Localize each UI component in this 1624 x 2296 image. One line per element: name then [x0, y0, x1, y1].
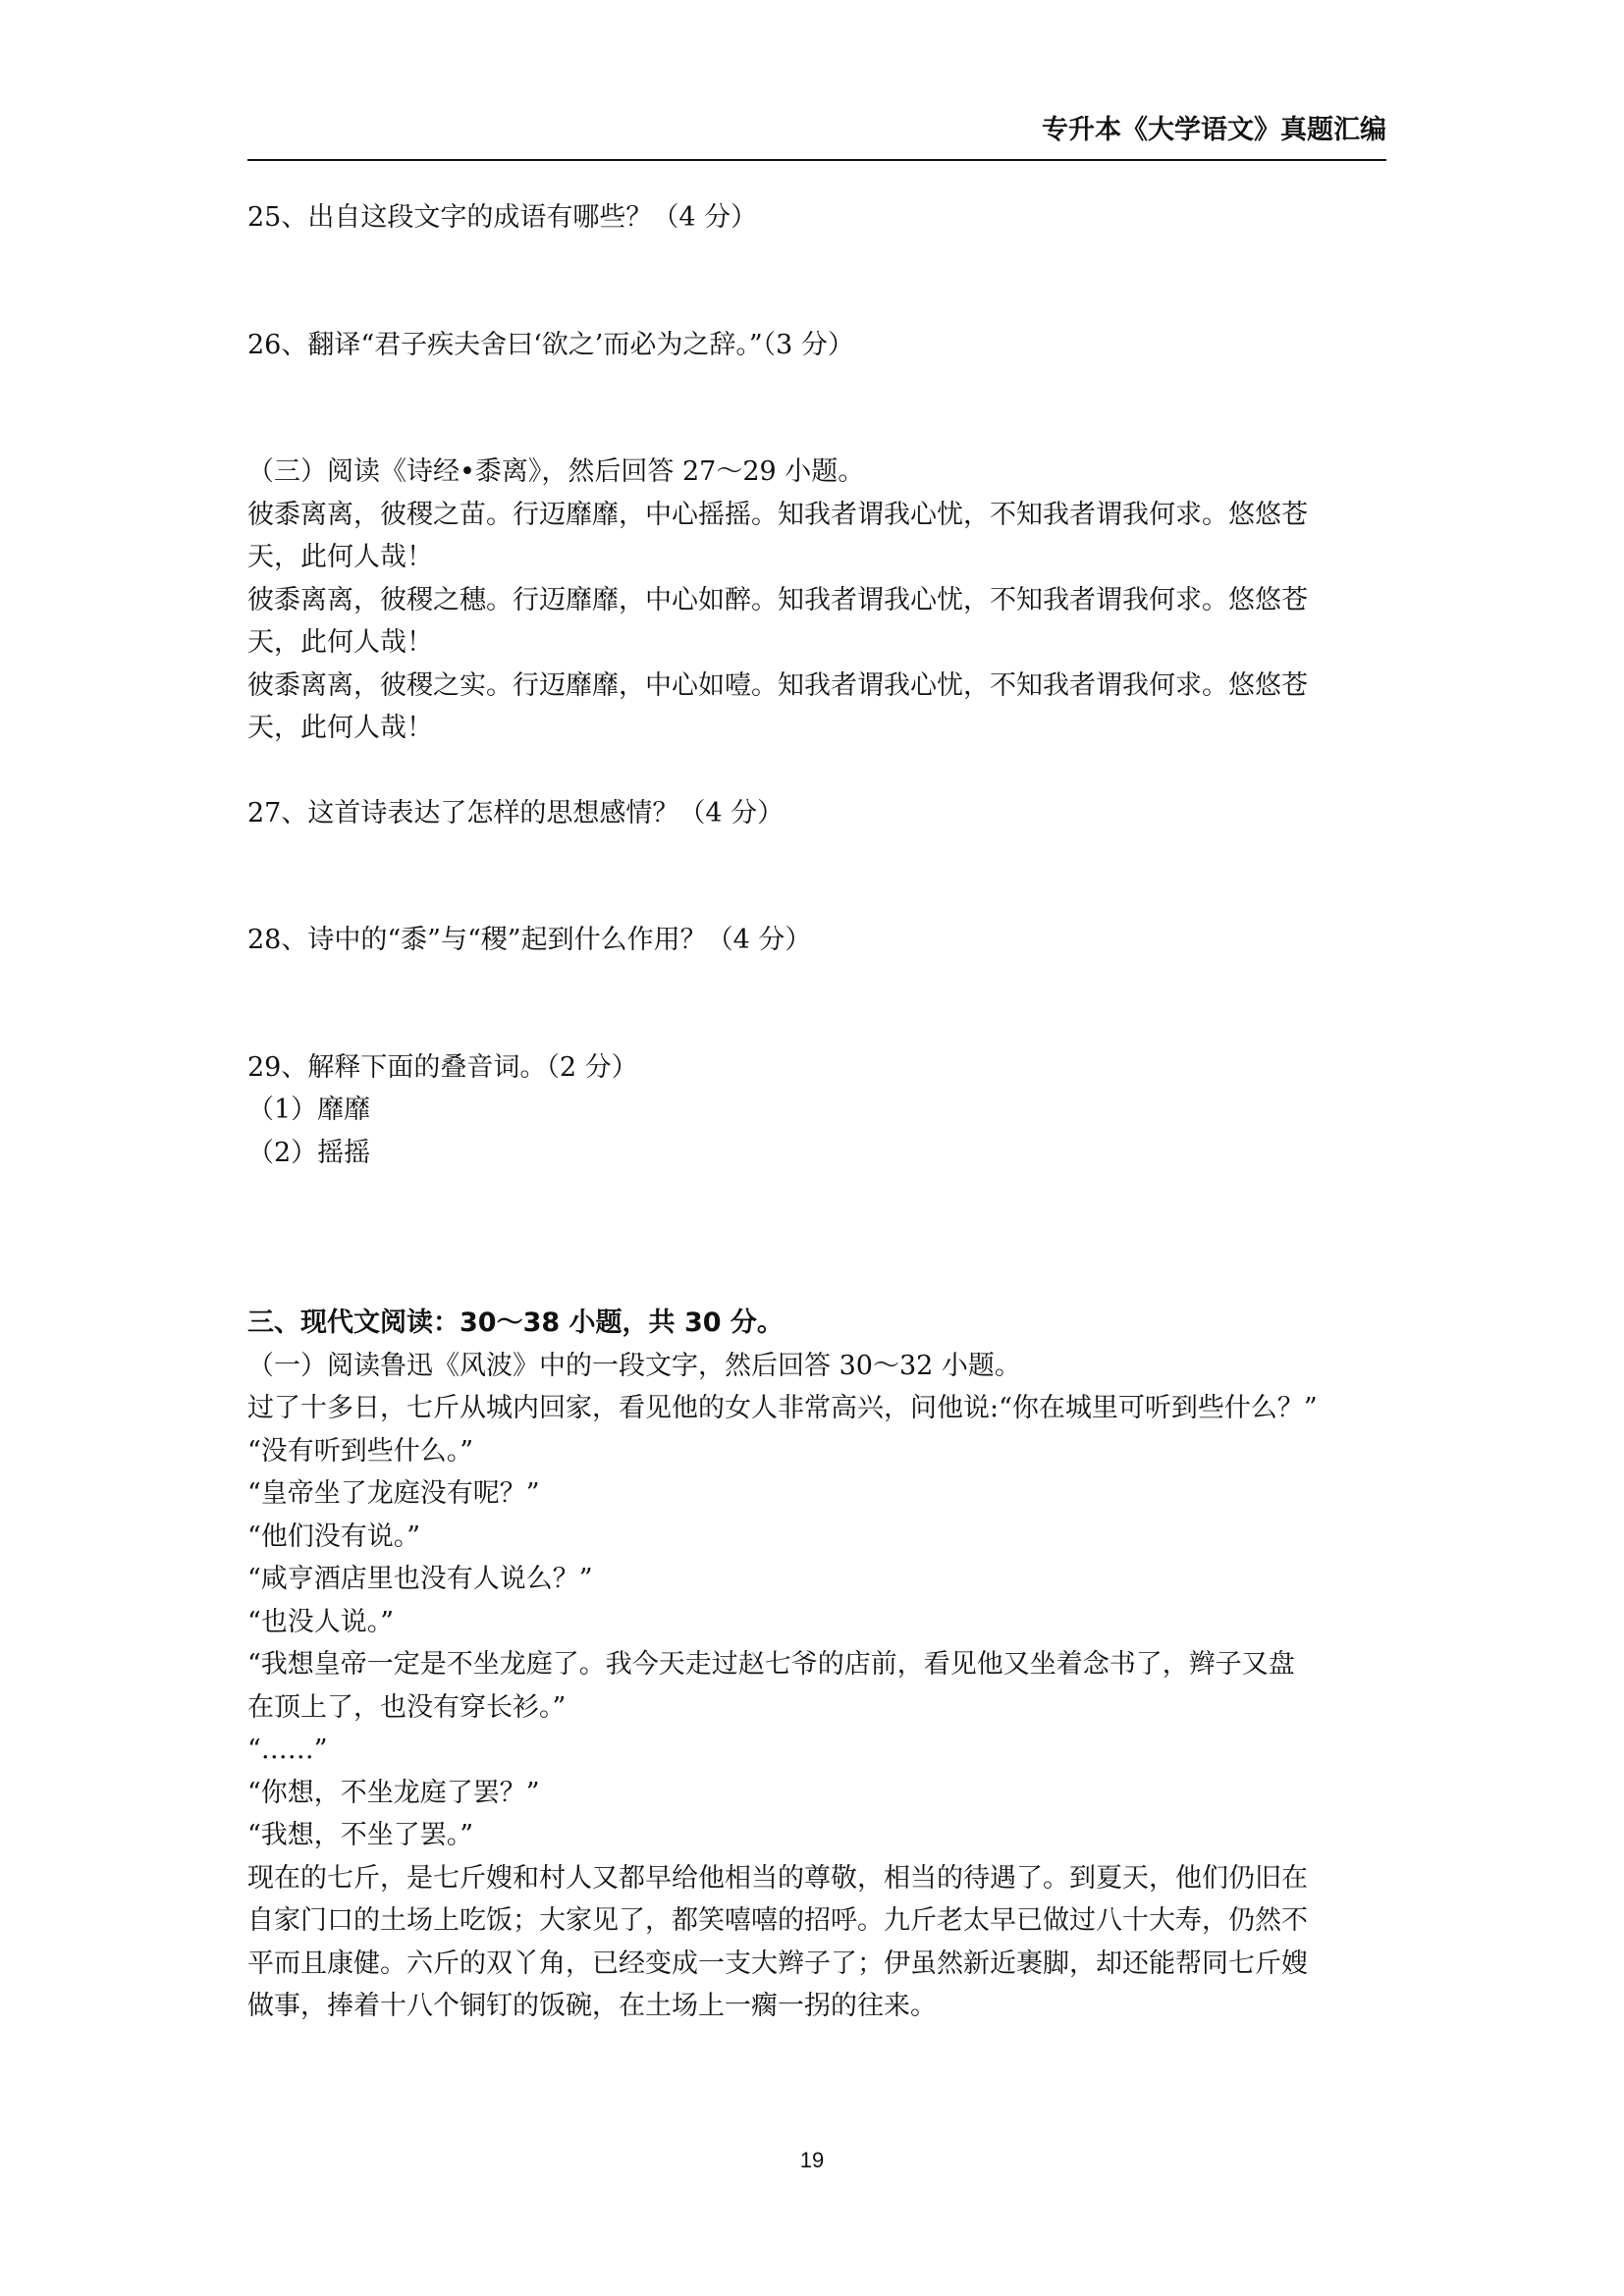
- poem-line: 天，此何人哉！: [247, 713, 433, 743]
- passage-line: “我想，不坐了罢。”: [247, 1820, 474, 1850]
- poem-text: [247, 494, 1388, 750]
- passage-line: 自家门口的土场上吃饭；大家见了，都笑嘻嘻的招呼。九斤老太早已做过八十大寿，仍然不: [247, 1905, 1308, 1936]
- passage-line: 现在的七斤，是七斤嫂和村人又都早给他相当的尊敬，相当的待遇了。到夏天，他们仍旧在: [247, 1862, 1308, 1894]
- question-26: 26、翻译“君子疾夫舍曰‘欲之’而必为之辞。”（3 分）: [247, 329, 854, 360]
- passage-line: “你想，不坐龙庭了罢？”: [247, 1777, 540, 1808]
- poem-line: 天，此何人哉！: [247, 542, 433, 572]
- question-29-item: （1）靡靡: [247, 1095, 371, 1125]
- page-content: [247, 196, 1388, 2028]
- passage-line: “也没人说。”: [247, 1606, 395, 1637]
- poem-line: 彼黍离离，彼稷之穗。行迈靡靡，中心如醉。知我者谓我心忧，不知我者谓我何求。悠悠苍: [247, 584, 1308, 615]
- passage-line: 在顶上了，也没有穿长衫。”: [247, 1691, 567, 1723]
- passage-line: “咸亨酒店里也没有人说么？”: [247, 1564, 593, 1594]
- passage-line: “……”: [247, 1735, 328, 1765]
- question-27: 27、这首诗表达了怎样的思想感情？（4 分）: [247, 797, 785, 828]
- poem-line: 天，此何人哉！: [247, 627, 433, 658]
- passage-line: “没有听到些什么。”: [247, 1435, 474, 1467]
- header-title: 专升本《大学语文》真题汇编: [1042, 115, 1386, 145]
- passage-line: 过了十多日，七斤从城内回家，看见他的女人非常高兴，问他说:“你在城里可听到些什么？”: [247, 1393, 1318, 1423]
- question-25: 25、出自这段文字的成语有哪些？（4 分）: [247, 202, 758, 233]
- part-3-subsection-intro: （一）阅读鲁迅《风波》中的一段文字，然后回答 30～32 小题。: [247, 1350, 1021, 1381]
- passage-line: 做事，捧着十八个铜钉的饭碗，在土场上一瘸一拐的往来。: [247, 1991, 937, 2021]
- passage-text: [247, 1387, 1388, 2028]
- part-3-heading: 三、现代文阅读：30～38 小题，共 30 分。: [247, 1308, 784, 1338]
- passage-line: “皇帝坐了龙庭没有呢？”: [247, 1478, 540, 1509]
- poem-line: 彼黍离离，彼稷之实。行迈靡靡，中心如噎。知我者谓我心忧，不知我者谓我何求。悠悠苍: [247, 669, 1308, 701]
- question-29-item: （2）摇摇: [247, 1137, 371, 1168]
- passage-line: “他们没有说。”: [247, 1521, 421, 1552]
- passage-line: “我想皇帝一定是不坐龙庭了。我今天走过赵七爷的店前，看见他又坐着念书了，辫子又盘: [247, 1649, 1295, 1680]
- poem-line: 彼黍离离，彼稷之苗。行迈靡靡，中心摇摇。知我者谓我心忧，不知我者谓我何求。悠悠苍: [247, 499, 1308, 530]
- passage-line: 平而且康健。六斤的双丫角，已经变成一支大辫子了；伊虽然新近裹脚，却还能帮同七斤嫂: [247, 1948, 1308, 1979]
- page-number: 19: [799, 2148, 825, 2172]
- running-header: [247, 116, 1386, 161]
- section-3-intro: （三）阅读《诗经•黍离》，然后回答 27～29 小题。: [247, 456, 865, 487]
- question-28: 28、诗中的“黍”与“稷”起到什么作用？（4 分）: [247, 925, 812, 955]
- question-29: 29、解释下面的叠音词。（2 分）: [247, 1051, 638, 1083]
